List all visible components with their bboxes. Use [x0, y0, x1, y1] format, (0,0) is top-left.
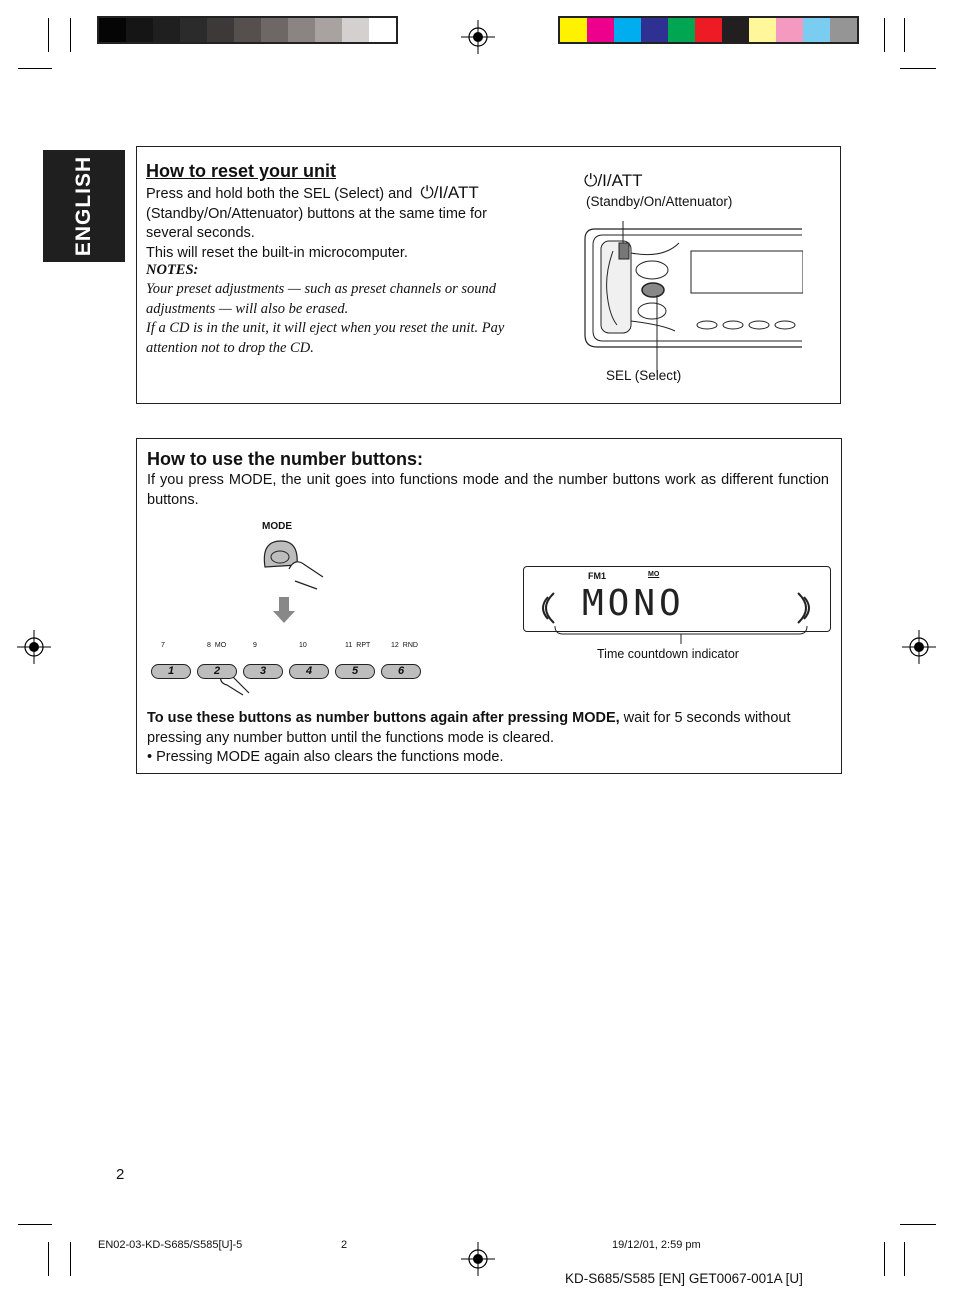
- car-stereo-front-panel-diagram: [583, 213, 803, 377]
- reset-para-line2: This will reset the built-in microcomputer.: [146, 244, 408, 261]
- registration-mark-icon: [17, 630, 51, 664]
- display-band: FM1: [588, 571, 606, 581]
- function-label: [207, 642, 226, 649]
- crop-mark: [900, 1224, 936, 1225]
- color-swatch: [749, 18, 776, 42]
- color-swatch: [614, 18, 641, 42]
- color-swatch: [126, 18, 153, 42]
- number-buttons-section: [136, 438, 842, 774]
- crop-mark: [900, 68, 936, 69]
- diagram-sel-caption: SEL (Select): [606, 368, 682, 383]
- footer-file: EN02-03-KD-S685/S585[U]-5: [98, 1239, 243, 1251]
- function-name: RPT: [356, 642, 371, 649]
- language-tab: [43, 150, 125, 262]
- function-label: [161, 642, 165, 649]
- color-swatch: [587, 18, 614, 42]
- reset-section: [136, 146, 841, 404]
- countdown-caption: Time countdown indicator: [597, 647, 739, 661]
- color-swatch: [641, 18, 668, 42]
- number-button-5[interactable]: 5: [335, 664, 375, 679]
- color-swatch: [99, 18, 126, 42]
- color-swatch: [180, 18, 207, 42]
- color-swatch: [560, 18, 587, 42]
- process-color-bar: [558, 16, 859, 44]
- reset-para-line1: Press and hold both the SEL (Select) and: [146, 186, 413, 202]
- color-swatch: [722, 18, 749, 42]
- color-swatch: [668, 18, 695, 42]
- registration-mark-icon: [902, 630, 936, 664]
- color-swatch: [695, 18, 722, 42]
- outro-bold: To use these buttons as number buttons again after pressing MODE,: [147, 710, 620, 726]
- crop-mark: [18, 1224, 52, 1225]
- number-button-4[interactable]: 4: [289, 664, 329, 679]
- function-label: [299, 642, 307, 649]
- function-label: [391, 642, 418, 649]
- crop-mark: [48, 18, 49, 52]
- function-number: 7: [161, 642, 165, 649]
- footer-model: KD-S685/S585 [EN] GET0067-001A [U]: [565, 1271, 803, 1286]
- mode-button-press-illustration: [257, 535, 337, 629]
- mode-label: MODE: [262, 521, 292, 532]
- outro-bullet: • Pressing MODE again also clears the functions mode.: [147, 749, 504, 765]
- number-section-title: How to use the number buttons:: [147, 449, 423, 469]
- function-label: [345, 642, 370, 649]
- crop-mark: [904, 1242, 905, 1276]
- countdown-left-icon: [536, 591, 556, 625]
- countdown-bracket: [551, 624, 811, 644]
- att-symbol: ⏻/I/ATT: [420, 183, 479, 202]
- crop-mark: [48, 1242, 49, 1276]
- color-swatch: [369, 18, 396, 42]
- color-swatch: [261, 18, 288, 42]
- color-swatch: [342, 18, 369, 42]
- color-swatch: [830, 18, 857, 42]
- crop-mark: [884, 18, 885, 52]
- function-number: 10: [299, 642, 307, 649]
- registration-mark-icon: [461, 1242, 495, 1276]
- function-name: RND: [402, 642, 418, 649]
- reset-section-title: How to reset your unit: [146, 161, 337, 181]
- crop-mark: [18, 68, 52, 69]
- reset-instructions: [146, 183, 531, 263]
- note-2: If a CD is in the unit, it will eject when you reset the unit. Pay attention not to drop the CD.: [146, 320, 505, 356]
- number-button-2[interactable]: 2: [197, 664, 237, 679]
- grayscale-color-bar: [97, 16, 398, 44]
- color-swatch: [288, 18, 315, 42]
- color-swatch: [803, 18, 830, 42]
- outro-rest: wait for 5 seconds without pressing any number button until the functions mode is cleared.: [147, 710, 791, 746]
- registration-mark-icon: [461, 20, 495, 54]
- crop-mark: [70, 1242, 71, 1276]
- color-swatch: [234, 18, 261, 42]
- note-1: Your preset adjustments — such as preset channels or sound adjustments — will also be erased.: [146, 281, 497, 317]
- number-button-3[interactable]: 3: [243, 664, 283, 679]
- function-name: MO: [214, 642, 227, 649]
- function-label: [253, 642, 257, 649]
- footer-date: 19/12/01, 2:59 pm: [612, 1239, 701, 1251]
- number-button-1[interactable]: 1: [151, 664, 191, 679]
- number-section-intro: If you press MODE, the unit goes into functions mode and the number buttons work as different function buttons.: [147, 472, 829, 508]
- crop-mark: [904, 18, 905, 52]
- color-swatch: [207, 18, 234, 42]
- countdown-right-icon: [796, 591, 816, 625]
- crop-mark: [884, 1242, 885, 1276]
- number-section-outro: [147, 709, 831, 768]
- language-tab-label: ENGLISH: [72, 155, 95, 257]
- function-number: 12: [391, 642, 399, 649]
- crop-mark: [70, 18, 71, 52]
- color-swatch: [776, 18, 803, 42]
- function-number: 8: [207, 642, 211, 649]
- function-number: 11: [345, 642, 353, 649]
- function-number: 9: [253, 642, 257, 649]
- footer-page: 2: [341, 1239, 348, 1251]
- diagram-att-label: ⏻/I/ATT: [584, 171, 643, 190]
- number-button-6[interactable]: 6: [381, 664, 421, 679]
- reset-para-rest: (Standby/On/Attenuator) buttons at the same time for several seconds.: [146, 205, 487, 241]
- color-swatch: [153, 18, 180, 42]
- page-number: 2: [116, 1166, 125, 1183]
- diagram-att-caption: (Standby/On/Attenuator): [586, 194, 733, 209]
- color-swatch: [315, 18, 342, 42]
- notes-label: NOTES:: [146, 262, 199, 278]
- display-text: MONO: [582, 583, 685, 624]
- lcd-display: [523, 566, 831, 632]
- display-indicator: MO: [648, 571, 660, 578]
